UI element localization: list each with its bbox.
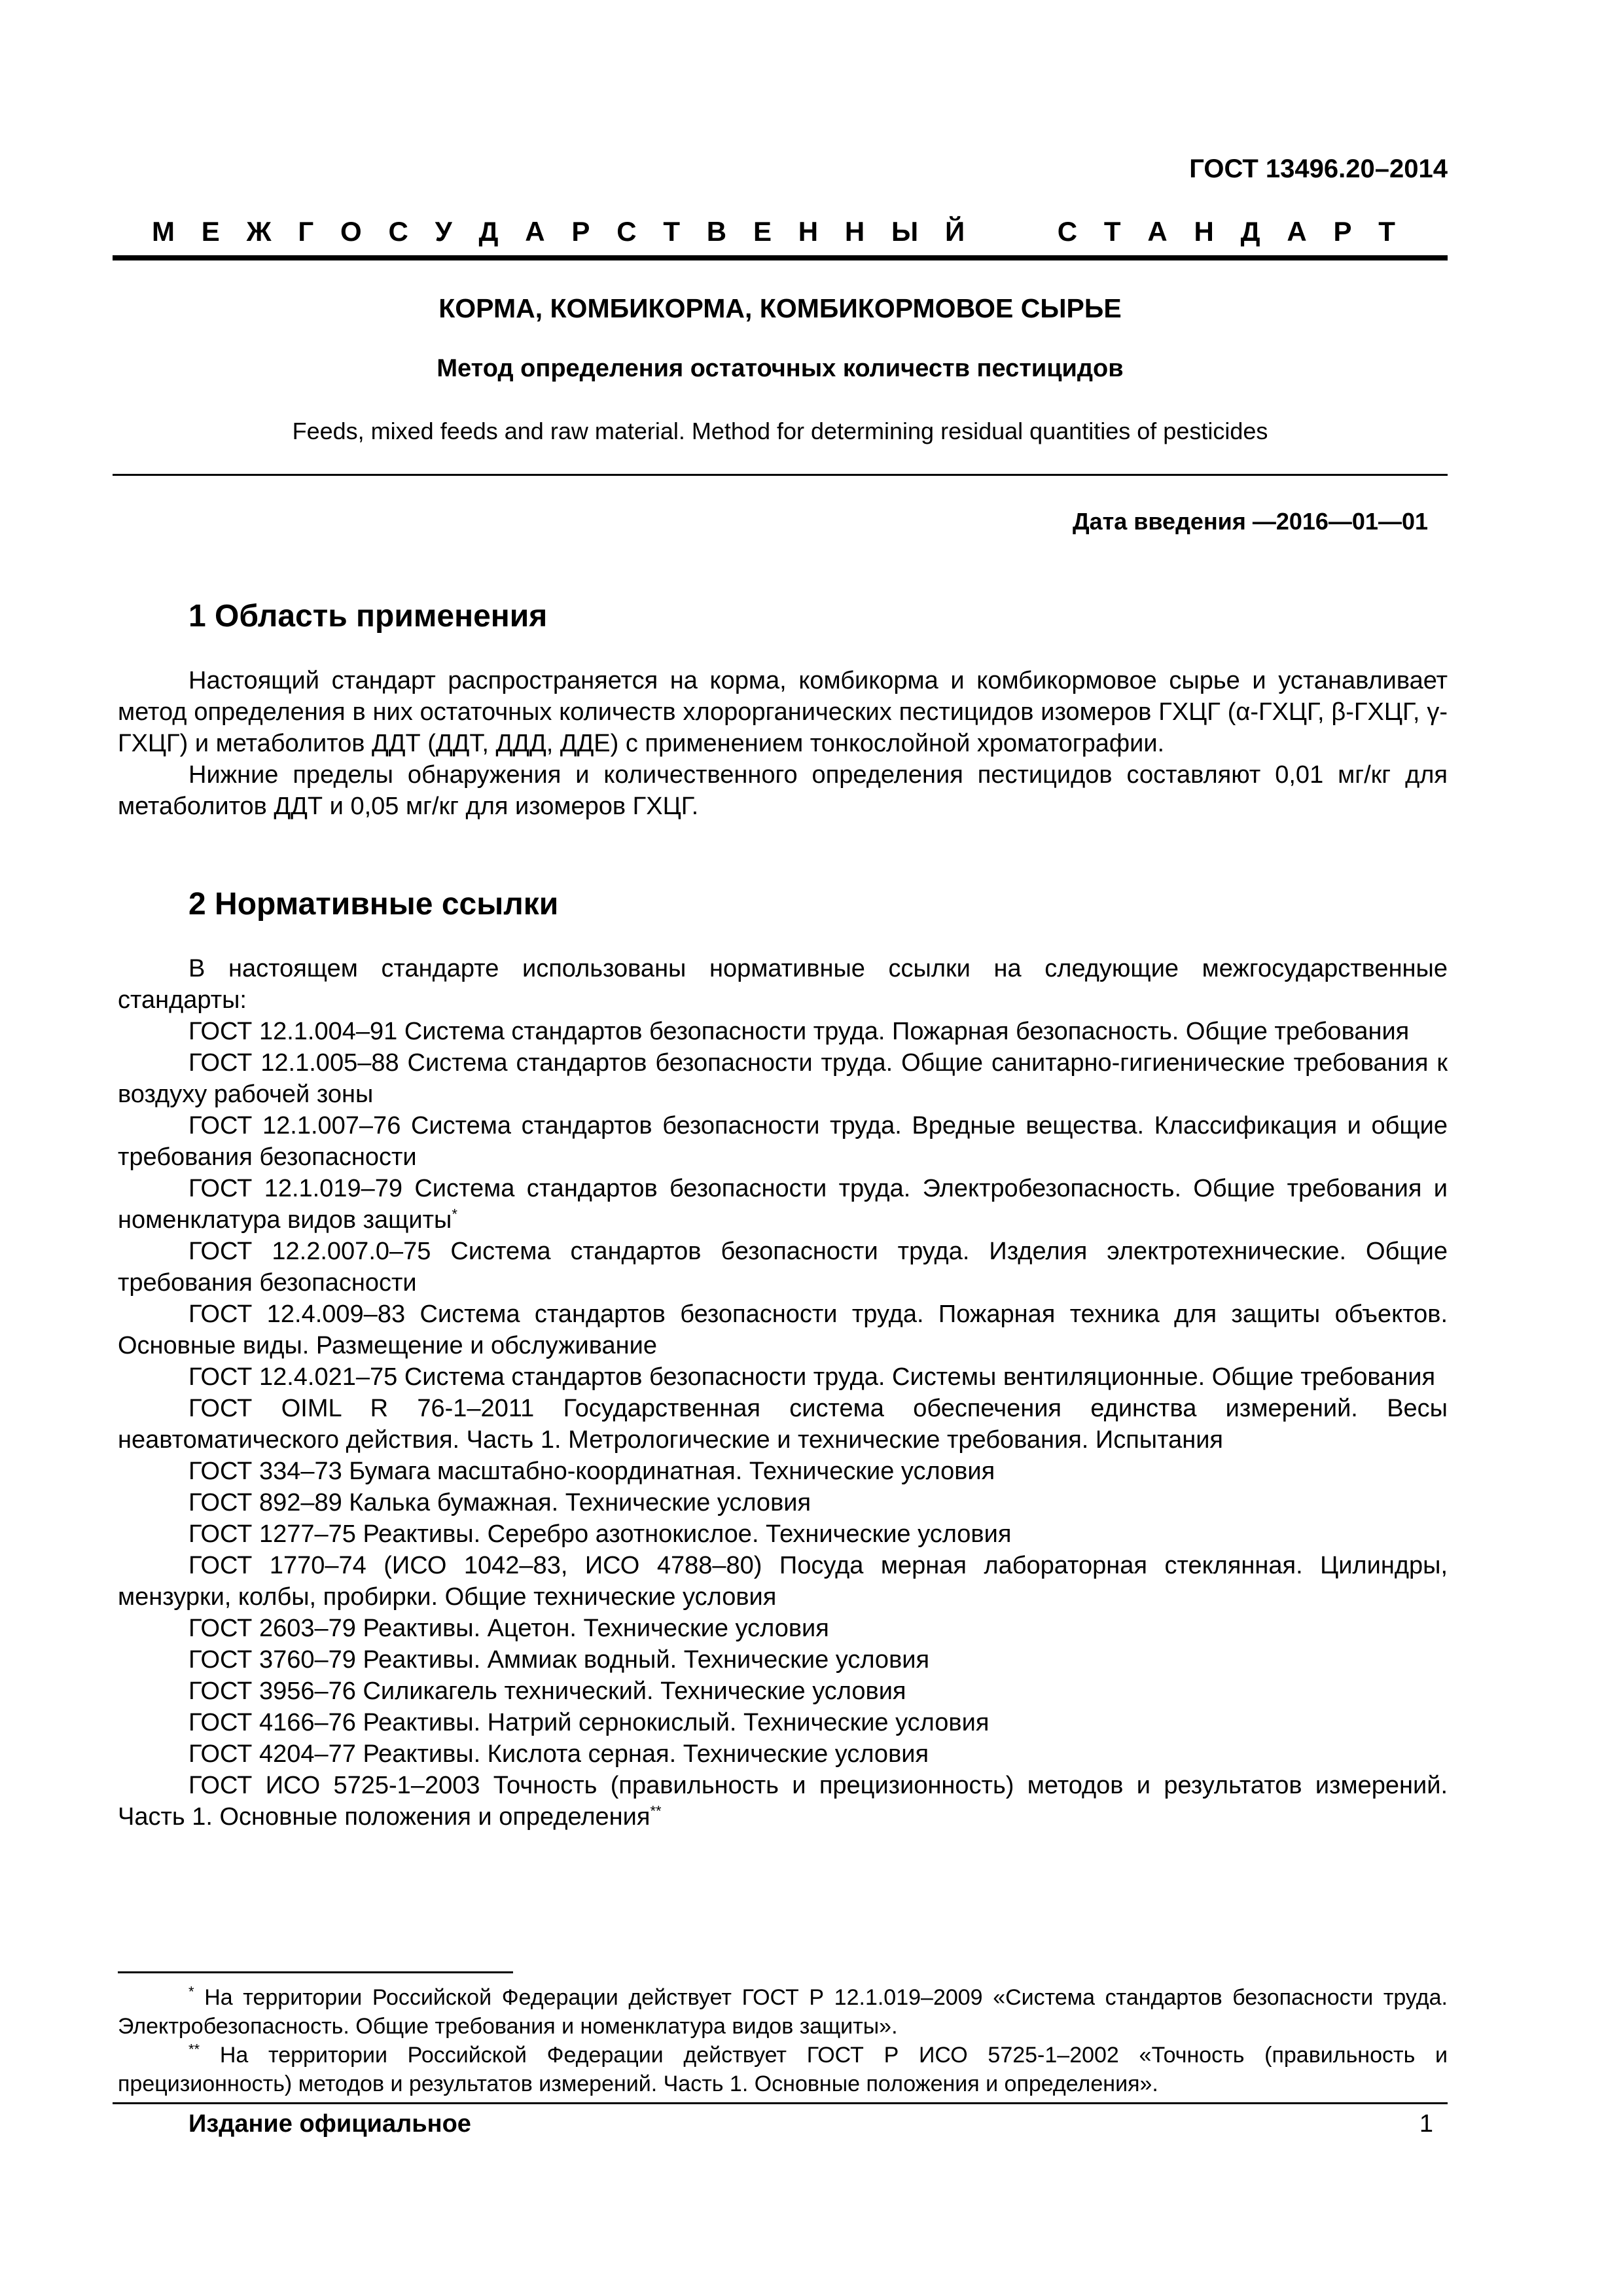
banner-letter: А xyxy=(1147,216,1168,247)
reference-item: ГОСТ 1277–75 Реактивы. Серебро азотнокислое. Технические условия xyxy=(188,1520,1012,1548)
reference-item: ГОСТ 334–73 Бумага масштабно-координатная. Технические условия xyxy=(188,1458,995,1485)
banner-letter: Й xyxy=(944,216,965,247)
section-2-heading: 2 Нормативные ссылки xyxy=(188,887,559,922)
footer-rule xyxy=(113,2102,1448,2104)
interstate-standard-banner xyxy=(152,216,1395,247)
reference-item: ГОСТ ИСО 5725-1–2003 Точность (правильность и прецизионность) методов и результатов измерений. Часть 1. Основные положения и определения** xyxy=(118,1772,1448,1831)
reference-item: ГОСТ 12.2.007.0–75 Система стандартов безопасности труда. Изделия электротехнические. Общие требования безопасности xyxy=(118,1238,1448,1297)
document-title: КОРМА, КОМБИКОРМА, КОМБИКОРМОВОЕ СЫРЬЕ xyxy=(438,293,1122,323)
banner-letter: Е xyxy=(201,216,220,247)
reference-item: ГОСТ 12.4.009–83 Система стандартов безопасности труда. Пожарная техника для защиты объектов. Основные виды. Размещение и обслуживание xyxy=(118,1300,1448,1359)
reference-item: ГОСТ 4166–76 Реактивы. Натрий сернокислый. Технические условия xyxy=(188,1709,990,1736)
banner-letter: Н xyxy=(1194,216,1214,247)
reference-item: ГОСТ 1770–74 (ИСО 1042–83, ИСО 4788–80) Посуда мерная лабораторная стеклянная. Цилиндры, мензурки, колбы, пробирки. Общие технические условия xyxy=(118,1552,1448,1611)
banner-letter: М xyxy=(152,216,175,247)
document-subtitle: Метод определения остаточных количеств пестицидов xyxy=(437,355,1124,382)
footnote-marker[interactable]: * xyxy=(452,1206,457,1223)
detection-limits-paragraph: Нижние пределы обнаружения и количественного определения пестицидов составляют 0,01 мг/кг для метаболитов ДДТ и 0,05 мг/кг для изомеров ГХЦГ. xyxy=(118,761,1448,820)
reference-item: ГОСТ 3760–79 Реактивы. Аммиак водный. Технические условия xyxy=(188,1646,930,1674)
footnote-marker[interactable]: ** xyxy=(650,1803,662,1820)
banner-letter: Е xyxy=(753,216,772,247)
header-rule xyxy=(113,255,1448,260)
banner-letter: В xyxy=(706,216,727,247)
scope-paragraph: Настоящий стандарт распространяется на корма, комбикорма и комбикормовое сырье и устанавливает метод определения в них остаточных количеств хлорорганических пестицидов изомеров ГХЦГ (α-ГХЦГ, β-ГХЦГ, γ-ГХЦГ) и метаболитов ДДТ (ДДТ, ДДД, ДДЕ) с применением тонкослойной хроматографии. xyxy=(118,667,1448,757)
banner-letter: Т xyxy=(1378,216,1395,247)
reference-item: ГОСТ 3956–76 Силикагель технический. Технические условия xyxy=(188,1677,906,1705)
reference-item: ГОСТ 12.1.004–91 Система стандартов безопасности труда. Пожарная безопасность. Общие требования xyxy=(188,1018,1410,1045)
reference-item: ГОСТ OIML R 76-1–2011 Государственная система обеспечения единства измерений. Весы неавтоматического действия. Часть 1. Метрологические и технические требования. Испытания xyxy=(118,1395,1448,1454)
footnote-separator xyxy=(118,1971,513,1973)
banner-letter xyxy=(991,216,1031,247)
section-1-heading: 1 Область применения xyxy=(188,599,548,634)
banner-letter: Н xyxy=(844,216,865,247)
reference-item: ГОСТ 12.1.019–79 Система стандартов безопасности труда. Электробезопасность. Общие требования и номенклатура видов защиты* xyxy=(118,1175,1448,1234)
banner-letter: А xyxy=(525,216,545,247)
footnotes xyxy=(118,1983,1448,2098)
reference-item: ГОСТ 12.1.007–76 Система стандартов безопасности труда. Вредные вещества. Классификация и общие требования безопасности xyxy=(118,1112,1448,1171)
banner-letter: Ж xyxy=(246,216,272,247)
banner-letter: С xyxy=(1057,216,1078,247)
banner-letter: О xyxy=(340,216,362,247)
banner-letter: Д xyxy=(478,216,499,247)
banner-letter: У xyxy=(435,216,452,247)
reference-item: ГОСТ 892–89 Калька бумажная. Технические условия xyxy=(188,1489,812,1516)
official-edition-label: Издание официальное xyxy=(188,2110,471,2138)
banner-letter: А xyxy=(1287,216,1307,247)
footnote-1: * На территории Российской Федерации действует ГОСТ Р 12.1.019–2009 «Система стандартов безопасности труда. Электробезопасность. Общие требования и номенклатура видов защиты». xyxy=(118,1983,1448,2039)
banner-letter: Г xyxy=(298,216,314,247)
reference-item: ГОСТ 2603–79 Реактивы. Ацетон. Технические условия xyxy=(188,1615,829,1642)
banner-letter: Н xyxy=(798,216,819,247)
banner-letter: Т xyxy=(1103,216,1121,247)
introduction-date: Дата введения —2016—01—01 xyxy=(1072,508,1428,535)
reference-item: ГОСТ 4204–77 Реактивы. Кислота серная. Технические условия xyxy=(188,1740,929,1768)
normative-references-list xyxy=(118,953,1448,1833)
document-id: ГОСТ 13496.20–2014 xyxy=(1189,154,1448,183)
banner-letter: С xyxy=(616,216,637,247)
page-number: 1 xyxy=(1419,2110,1433,2138)
english-title: Feeds, mixed feeds and raw material. Method for determining residual quantities of pesticides xyxy=(292,418,1268,444)
reference-item: ГОСТ 12.4.021–75 Система стандартов безопасности труда. Системы вентиляционные. Общие требования xyxy=(188,1363,1436,1391)
banner-letter: С xyxy=(388,216,408,247)
footnote-2: ** На территории Российской Федерации действует ГОСТ Р ИСО 5725-1–2002 «Точность (правильность и прецизионность) методов и результатов измерений. Часть 1. Основные положения и определения». xyxy=(118,2041,1448,2096)
title-rule xyxy=(113,474,1448,476)
banner-letter: Р xyxy=(571,216,590,247)
banner-letter: Ы xyxy=(891,216,919,247)
banner-letter: Р xyxy=(1333,216,1352,247)
banner-letter: Т xyxy=(663,216,680,247)
banner-letter: Д xyxy=(1240,216,1260,247)
section-1-body xyxy=(118,665,1448,822)
reference-item: ГОСТ 12.1.005–88 Система стандартов безопасности труда. Общие санитарно-гигиенические требования к воздуху рабочей зоны xyxy=(118,1049,1448,1108)
references-intro: В настоящем стандарте использованы нормативные ссылки на следующие межгосударственные стандарты: xyxy=(118,955,1448,1014)
